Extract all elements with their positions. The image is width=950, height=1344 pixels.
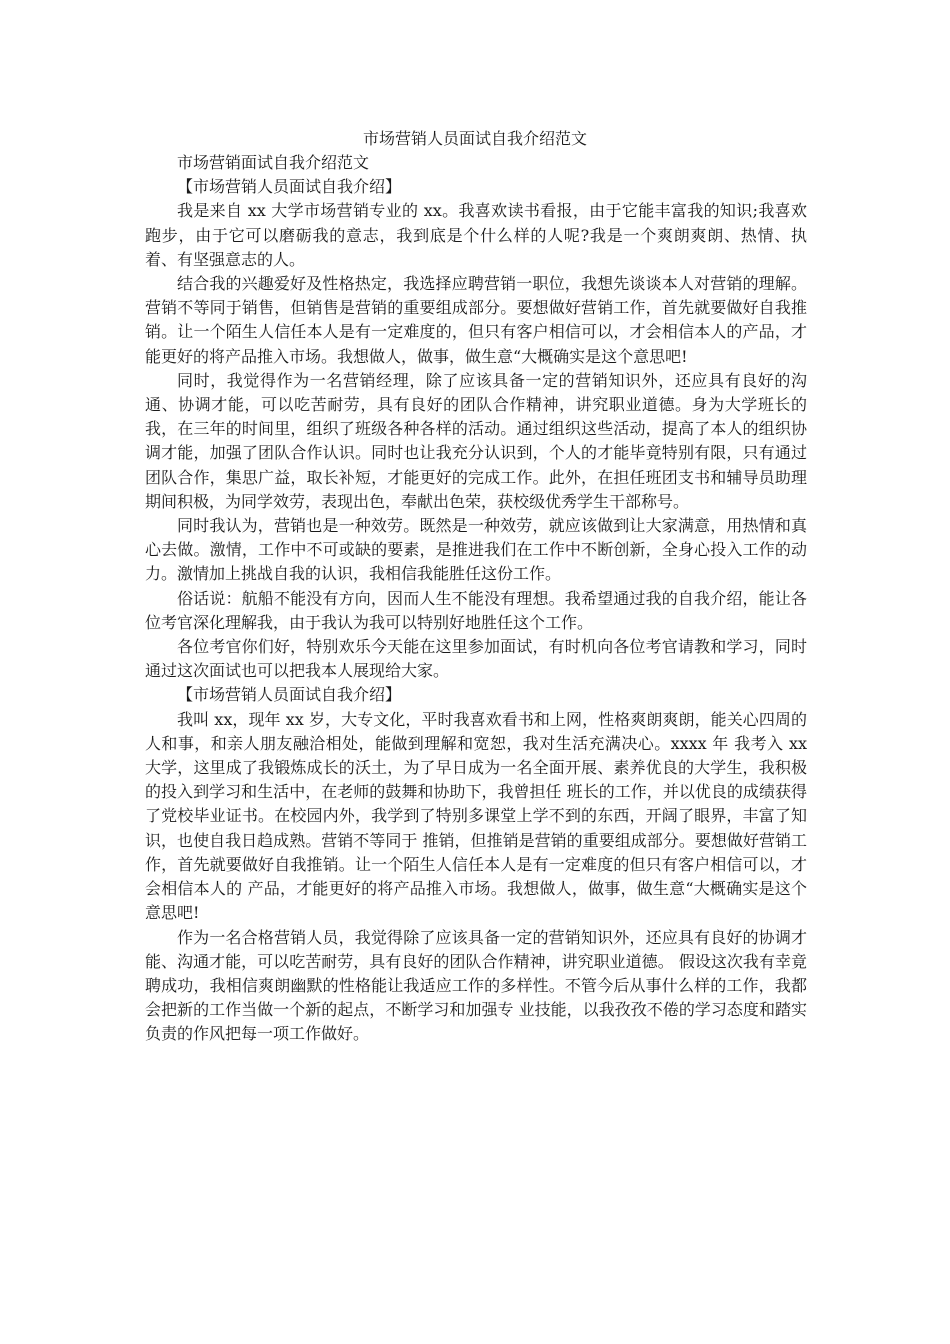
paragraph: 各位考官你们好，特别欢乐今天能在这里参加面试，有时机向各位考官请教和学习，同时通过这次面试也可以把我本人展现给大家。 [145,637,807,681]
document-body [145,151,807,1047]
paragraph: 我是来自 xx 大学市场营销专业的 xx。我喜欢读书看报，由于它能丰富我的知识;我喜欢跑步，由于它可以磨砺我的意志，我到底是个什么样的人呢?我是一个爽朗爽朗、热情、执着、有坚强意志的人。 [145,201,807,269]
document-title: 市场营销人员面试自我介绍范文 [362,129,587,148]
section-heading: 【市场营销人员面试自我介绍】 [177,177,402,197]
paragraph: 俗话说：航船不能没有方向，因而人生不能没有理想。我希望通过我的自我介绍，能让各位考官深化理解我，由于我认为我可以特别好地胜任这个工作。 [145,588,807,632]
paragraph: 同时我认为，营销也是一种效劳。既然是一种效劳，就应该做到让大家满意，用热情和真心去做。激情，工作中不可或缺的要素，是推进我们在工作中不断创新，全身心投入工作的动力。激情加上挑战自我的认识，我相信我能胜任这份工作。 [145,516,807,584]
paragraph: 我叫 xx，现年 xx 岁，大专文化，平时我喜欢看书和上网，性格爽朗爽朗，能关心四周的人和事，和亲人朋友融洽相处，能做到理解和宽恕，我对生活充满决心。xxxx 年 我考入 xx 大学，这里成了我锻炼成长的沃土，为了早日成为一名全面开展、素养优良的大学生，我积极的投入到学习和生活中，在老师的鼓舞和协助下，我曾担任 班长的工作，并以优良的成绩获得了党校毕业证书。在校园内外，我学到了特别多课堂上学不到的东西，开阔了眼界，丰富了知识，也使自我日趋成熟。营销不等同于 推销，但推销是营销的重要组成部分。要想做好营销工作，首先就要做好自我推销。让一个陌生人信任本人是有一定难度的但只有客户相信可以，才会相信本人的 产品，才能更好的将产品推入市场。我想做人，做事，做生意“大概确实是这个意思吧! [145,709,807,923]
subtitle: 市场营销面试自我介绍范文 [177,153,370,172]
paragraph: 结合我的兴趣爱好及性格热定，我选择应聘营销一职位，我想先谈谈本人对营销的理解。营销不等同于销售，但销售是营销的重要组成部分。要想做好营销工作，首先就要做好自我推销。让一个陌生人信任本人是有一定难度的，但只有客户相信可以，才会相信本人的产品，才能更好的将产品推入市场。我想做人，做事，做生意“大概确实是这个意思吧! [145,274,807,366]
paragraph: 同时，我觉得作为一名营销经理，除了应该具备一定的营销知识外，还应具有良好的沟通、协调才能，可以吃苦耐劳，具有良好的团队合作精神，讲究职业道德。身为大学班长的我，在三年的时间里，组织了班级各种各样的活动。通过组织这些活动，提高了本人的组织协调才能，加强了团队合作认识。同时也让我充分认识到，个人的才能毕竟特别有限，只有通过团队合作，集思广益，取长补短，才能更好的完成工作。此外，在担任班团支书和辅导员助理期间积极，为同学效劳，表现出色，奉献出色荣，获校级优秀学生干部称号。 [145,370,807,511]
paragraph: 作为一名合格营销人员，我觉得除了应该具备一定的营销知识外，还应具有良好的协调才能、沟通才能，可以吃苦耐劳，具有良好的团队合作精神，讲究职业道德。 假设这次我有幸竟聘成功，我相信爽朗幽默的性格能让我适应工作的多样性。不管今后从事什么样的工作，我都会把新的工作当做一个新的起点，不断学习和加强专 业技能，以我孜孜不倦的学习态度和踏实负责的作风把每一项工作做好。 [145,927,807,1044]
section-heading: 【市场营销人员面试自我介绍】 [177,685,402,705]
